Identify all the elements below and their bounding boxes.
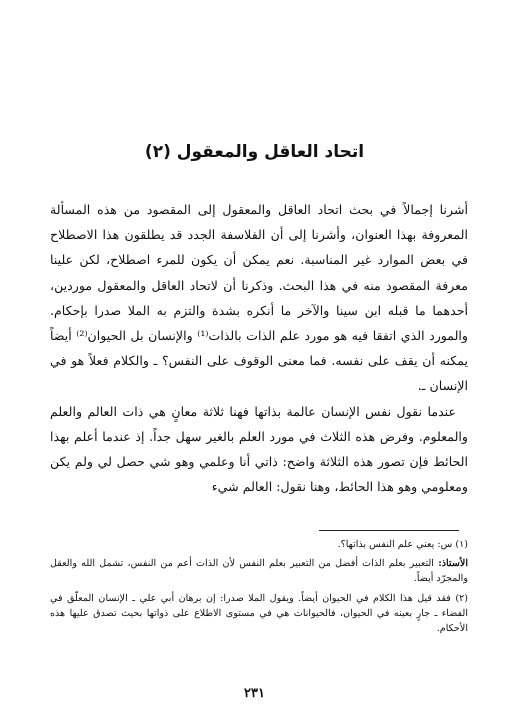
footnote-divider [319,530,459,531]
paragraph: أشرنا إجمالاً في بحث اتحاد العاقل والمعقول إلى المقصود من هذه المسألة المعروفة بهذا العنوان، وأشرنا إلى أن الفلاسفة الجدد قد يطلقون هذا الاصطلاح في بعض الموارد غير المناسبة. نعم يمكن أن يكون للمرء اصطلاح، لكن علينا معرفة المقصود منه في هذا البحث. وذكرنا أن لاتحاد العاقل والمعقول موردين، أحدهما ما قبله ابن سينا والآخر ما أنكره بشدة والتزم به الملا صدرا بإحكام. والمورد الذي اتفقا فيه هو مورد علم الذات بالذات⁽¹⁾ والإنسان بل الحيوان⁽²⁾ أيضاً يمكنه أن يقف على نفسه. فما معنى الوقوف على النفس؟ ـ والكلام فعلاً هو في الإنسان ـ. [50,202,468,394]
footnote-label: الأستاذ: [438,558,468,570]
footnote-answer-text: التعبير بعلم الذات أفضل من التعبير بعلم النفس لأن الذات أعم من النفس، تشمل الله والعقل والمجرّد أيضاً. [50,558,468,585]
paragraph: عندما نقول نفس الإنسان عالمة بذاتها فهنا ثلاثة معانٍ هي ذات العالم والعلم والمعلوم. وفرض هذه الثلاث في مورد العلم بالغير سهل جداً. إذ عندما أعلم بهذا الحائط فإن تصور هذه الثلاثة واضح: ذاتي أنا وعلمي وهو شي حصل لي ولم يكن ومعلومي وهو هذا الحائط، وهنا نقول: العالم شيء [50,403,468,495]
footnotes [50,537,468,640]
footnote-2: (٢) فقد قيل هذا الكلام في الحيوان أيضاً. ويقول الملا صدرا: إن برهان أبي علي ـ الإنسان المعلّق في الفضاء ـ جارٍ بعينه في الحيوان، فالحيوانات هي في مستوى الاطلاع على ذواتها بحيث تصدق عليها هذه الأحكام. [50,592,468,635]
main-text [50,197,468,499]
footnote-1-answer [50,556,468,586]
chapter-title: اتحاد العاقل والمعقول (٢) [144,142,365,162]
footnote-1: (١) س: يعني علم النفس بذاتها؟. [337,539,468,550]
page-number: ٢٣١ [244,686,265,701]
